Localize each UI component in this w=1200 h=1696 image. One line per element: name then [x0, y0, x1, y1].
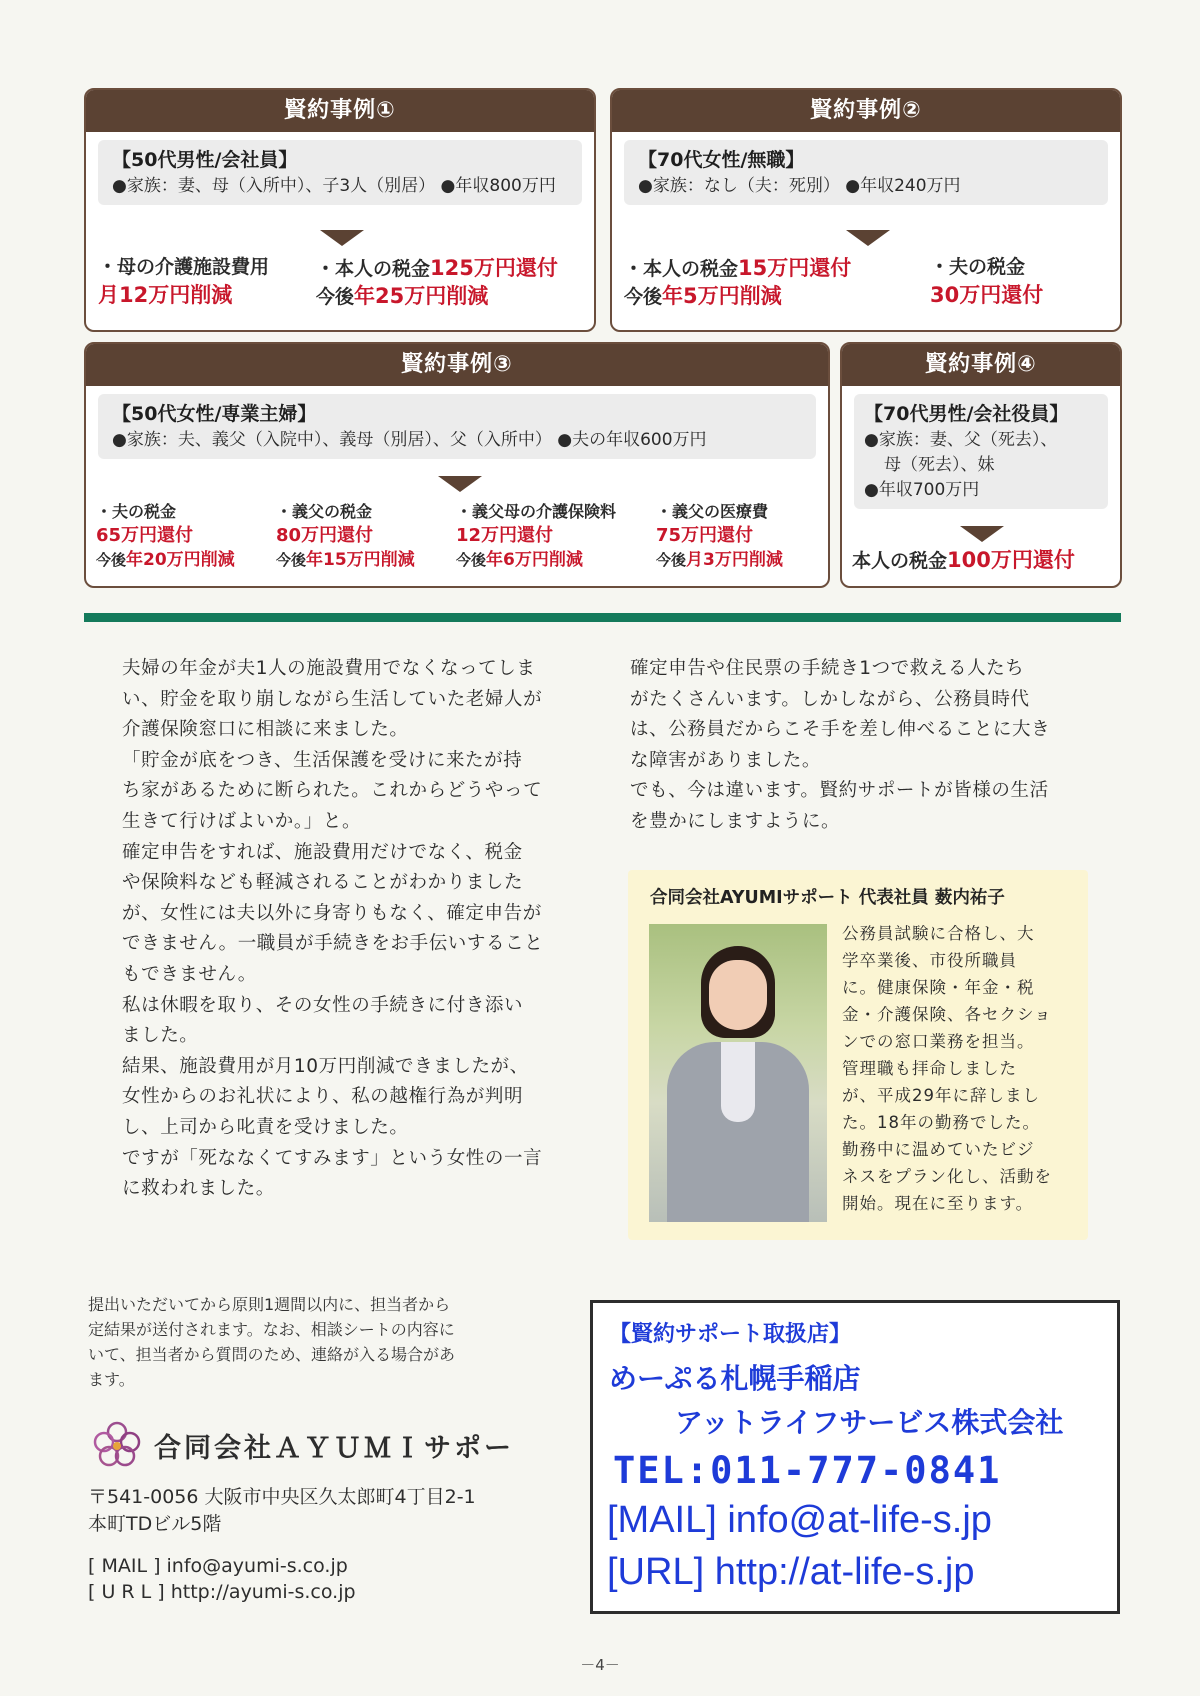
case-heading: 賢約事例② — [612, 90, 1120, 132]
story-line: 介護保険窓口に相談に来ました。 — [122, 719, 409, 741]
down-arrow-icon — [846, 230, 890, 246]
result-label: 本人の税金 — [852, 550, 948, 572]
dealer-company: アットライフサービス株式会社 — [675, 1406, 1064, 1439]
result-label: ・母の介護施設費用 — [98, 256, 270, 278]
case-heading: 賢約事例③ — [86, 344, 828, 386]
result-sub — [656, 548, 783, 572]
story-line: し、上司から叱責を受けました。 — [122, 1116, 409, 1138]
profile-title: 【70代女性/無職】 — [638, 149, 805, 171]
case-profile — [624, 140, 1108, 205]
story-line: でも、今は違います。賢約サポートが皆様の生活 — [630, 780, 1049, 802]
result-value: 65万円還付 — [96, 525, 194, 546]
story-line: 確定申告や住民票の手続き1つで救える人たち — [630, 658, 1025, 679]
profile-line: が、平成29年に辞しまし — [842, 1086, 1040, 1105]
story-line: ち家があるために断られた。これからどうやって — [122, 780, 543, 802]
result-item — [456, 500, 616, 572]
profile-line: に。健康保険・年金・税 — [842, 978, 1035, 997]
result-sub-prefix: 今後 — [316, 286, 355, 308]
case-box-4 — [840, 342, 1122, 588]
flower-logo-icon — [90, 1420, 144, 1468]
result-item — [930, 254, 1043, 310]
note-line: 提出いただいてから原則1週間以内に、担当者から — [88, 1295, 451, 1314]
story-line: 確定申告をすれば、施設費用だけでなく、税金 — [122, 841, 523, 863]
result-item — [98, 254, 269, 310]
case-profile — [98, 394, 816, 459]
section-divider — [84, 613, 1121, 622]
story-line: 「貯金が底をつき、生活保護を受けに来たが持 — [122, 749, 523, 771]
story-line: 女性からのお礼状により、私の越権行為が判明 — [122, 1086, 524, 1108]
result-value: 月12万円削減 — [98, 283, 233, 307]
profile-heading: 合同会社AYUMIサポート 代表社員 薮内祐子 — [650, 888, 1005, 908]
representative-profile — [628, 870, 1088, 1240]
result-sub — [276, 548, 415, 572]
company-logo — [90, 1420, 540, 1468]
company-url[interactable]: [ U R L ] http://ayumi-s.co.jp — [88, 1581, 356, 1603]
profile-line: ンでの窓口業務を担当。 — [842, 1032, 1035, 1051]
profile-line: 学卒業後、市役所職員 — [842, 951, 1017, 970]
result-sub-value: 年25万円削減 — [354, 284, 489, 308]
profile-title: 【70代男性/会社役員】 — [864, 403, 1069, 425]
result-item — [276, 500, 415, 572]
case-box-2 — [610, 88, 1122, 332]
page-number: －4－ — [580, 1656, 620, 1674]
dealer-box — [590, 1300, 1120, 1614]
case-profile — [98, 140, 582, 205]
profile-line: 開始。現在に至ります。 — [842, 1194, 1034, 1213]
story-right-column — [630, 654, 1100, 838]
story-line: が、女性には夫以外に身寄りもなく、確定申告が — [122, 902, 542, 924]
profile-line: 公務員試験に合格し、大 — [842, 924, 1035, 943]
story-line: に救われました。 — [122, 1178, 275, 1200]
result-sub — [624, 283, 851, 311]
story-line: を豊かにしますように。 — [630, 810, 841, 832]
profile-line: ネスをプラン化し、活動を — [842, 1167, 1052, 1186]
story-line: がたくさんいます。しかしながら、公務員時代 — [630, 688, 1030, 710]
profile-line: ●家族：妻、母（入所中）、子3人（別居） ●年収800万円 — [112, 176, 556, 196]
result-value: 125万円還付 — [430, 256, 558, 280]
profile-line: ●年収700万円 — [864, 480, 980, 500]
profile-text — [842, 920, 1078, 1217]
note-line: いて、担当者から質問のため、連絡が入る場合があ — [88, 1345, 456, 1364]
address-line: 〒541-0056 大阪市中央区久太郎町4丁目2-1 — [88, 1486, 476, 1508]
story-line: 結果、施設費用が月10万円削減できましたが、 — [122, 1055, 529, 1077]
profile-line: ●家族：夫、義父（入院中）、義母（別居）、父（入所中） ●夫の年収600万円 — [112, 430, 707, 450]
story-left-column — [122, 654, 590, 1205]
dealer-url[interactable]: [URL] http://at-life-s.jp — [607, 1551, 975, 1593]
result-value: 75万円還付 — [656, 525, 754, 546]
footer-note — [88, 1292, 538, 1392]
dealer-mail[interactable]: [MAIL] info@at-life-s.jp — [607, 1499, 992, 1541]
result-sub-value: 年15万円削減 — [306, 550, 415, 570]
representative-photo — [649, 924, 827, 1222]
result-value: 30万円還付 — [930, 283, 1044, 307]
note-line: ます。 — [88, 1370, 135, 1389]
result-label: ・夫の税金 — [930, 256, 1026, 278]
result-item — [316, 254, 558, 311]
company-address — [88, 1484, 538, 1538]
down-arrow-icon — [960, 526, 1004, 542]
result-value: 12万円還付 — [456, 525, 554, 546]
story-line: ました。 — [122, 1025, 199, 1047]
profile-line: 勤務中に温めていたビジ — [842, 1140, 1035, 1159]
case-profile — [854, 394, 1108, 509]
result-label: ・義父の税金 — [276, 502, 373, 521]
story-line: できません。一職員が手続きをお手伝いすること — [122, 933, 544, 955]
story-line: もできません。 — [122, 963, 257, 985]
result-sub — [316, 283, 558, 311]
profile-title: 【50代女性/専業主婦】 — [112, 403, 317, 425]
dealer-tel[interactable]: TEL:011-777-0841 — [613, 1449, 1002, 1492]
result-sub-value: 年20万円削減 — [126, 550, 235, 570]
result-value: 15万円還付 — [738, 256, 852, 280]
result-sub-prefix: 今後 — [656, 551, 687, 569]
story-line: 私は休暇を取り、その女性の手続きに付き添い — [122, 994, 524, 1016]
profile-line: ●家族：なし（夫：死別） ●年収240万円 — [638, 176, 961, 196]
story-line: い、貯金を取り崩しながら生活していた老婦人が — [122, 688, 543, 710]
profile-line: ●家族：妻、父（死去）、 — [864, 430, 1058, 450]
result-sub — [96, 548, 235, 572]
result-label: ・義父母の介護保険料 — [456, 502, 617, 521]
result-value: 100万円還付 — [947, 548, 1075, 572]
company-mail[interactable]: [ MAIL ] info@ayumi-s.co.jp — [88, 1555, 348, 1577]
profile-line: 管理職も拝命しました — [842, 1059, 1017, 1078]
result-item — [96, 500, 235, 572]
address-line: 本町TDビル5階 — [88, 1513, 222, 1535]
dealer-store: めーぷる札幌手稲店 — [609, 1362, 861, 1395]
story-line: ですが「死ななくてすみます」という女性の一言 — [122, 1147, 543, 1169]
down-arrow-icon — [320, 230, 364, 246]
dealer-heading: 【賢約サポート取扱店】 — [609, 1322, 852, 1347]
company-contact — [88, 1553, 356, 1605]
case-box-3 — [84, 342, 830, 588]
result-label: ・義父の医療費 — [656, 502, 769, 521]
story-line: や保険料なども軽減されることがわかりました — [122, 872, 524, 894]
result-sub-prefix: 今後 — [624, 286, 663, 308]
story-line: は、公務員だからこそ手を差し伸べることに大き — [630, 719, 1051, 741]
result-sub-prefix: 今後 — [456, 551, 487, 569]
story-line: な障害がありました。 — [630, 749, 822, 771]
result-item — [656, 500, 783, 572]
profile-line: た。18年の勤務でした。 — [842, 1113, 1040, 1132]
result-label: ・夫の税金 — [96, 502, 177, 521]
note-line: 定結果が送付されます。なお、相談シートの内容に — [88, 1320, 455, 1339]
profile-line: 金・介護保険、各セクショ — [842, 1005, 1052, 1024]
case-heading: 賢約事例① — [86, 90, 594, 132]
result-label: ・本人の税金 — [624, 258, 739, 280]
profile-line: 母（死去）、妹 — [884, 455, 995, 475]
result-sub-value: 年5万円削減 — [662, 284, 782, 308]
story-line: 夫婦の年金が夫1人の施設費用でなくなってしま — [122, 658, 536, 679]
profile-title: 【50代男性/会社員】 — [112, 149, 298, 171]
result-sub-prefix: 今後 — [96, 551, 127, 569]
case-heading: 賢約事例④ — [842, 344, 1120, 386]
result-label: ・本人の税金 — [316, 258, 431, 280]
down-arrow-icon — [438, 476, 482, 492]
result-sub-value: 月3万円削減 — [686, 550, 783, 570]
result-sub-prefix: 今後 — [276, 551, 307, 569]
result-item — [852, 546, 1075, 575]
company-name: 合同会社ＡＹＵＭＩサポー — [154, 1433, 514, 1464]
story-line: 生きて行けばよいか。」と。 — [122, 810, 362, 832]
result-value: 80万円還付 — [276, 525, 374, 546]
result-item — [624, 254, 851, 311]
result-sub — [456, 548, 616, 572]
case-box-1 — [84, 88, 596, 332]
result-sub-value: 年6万円削減 — [486, 550, 583, 570]
